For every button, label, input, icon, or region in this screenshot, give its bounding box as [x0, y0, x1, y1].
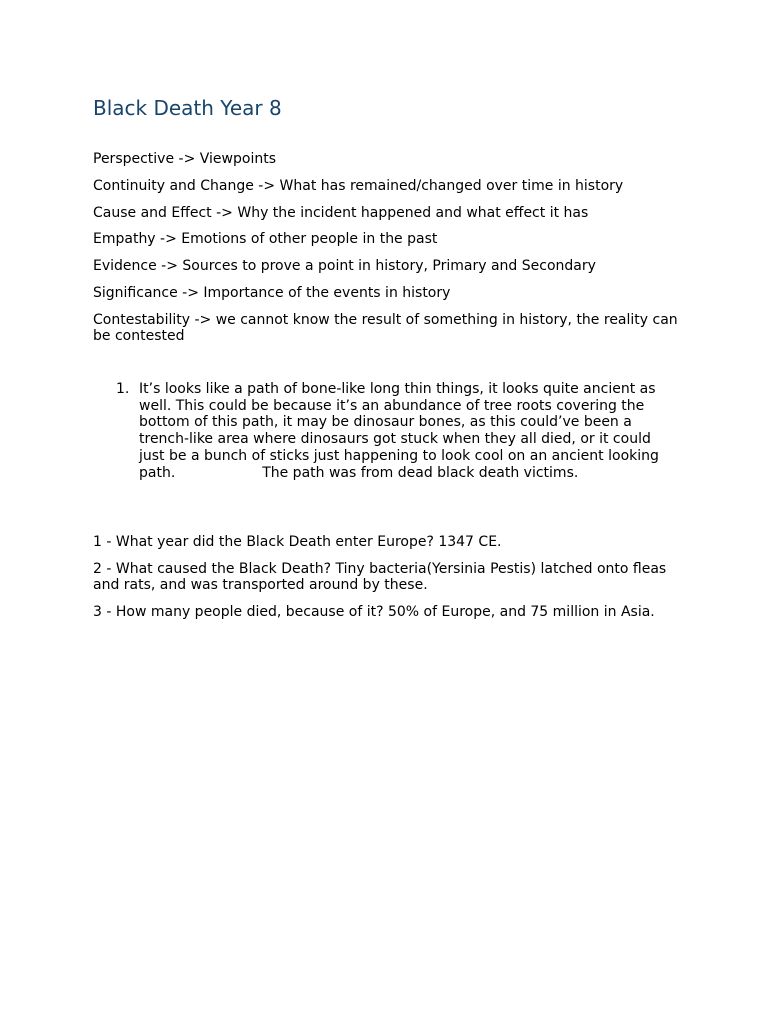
definition-evidence: Evidence -> Sources to prove a point in history, Primary and Secondary — [93, 258, 596, 275]
definition-contestability: Contestability -> we cannot know the result of something in history, the reality can be contested — [93, 311, 678, 345]
list-item-number: 1. — [116, 381, 130, 397]
numbered-list-item — [93, 381, 673, 481]
question-3: 3 - How many people died, because of it? 50% of Europe, and 75 million in Asia. — [93, 604, 655, 621]
list-item-body — [139, 381, 671, 481]
definition-empathy: Empathy -> Emotions of other people in the past — [93, 231, 438, 248]
definitions-list — [93, 151, 683, 355]
definition-perspective: Perspective -> Viewpoints — [93, 151, 276, 167]
list-item-answer: The path was from dead black death victims. — [262, 464, 579, 481]
definition-cause-and-effect: Cause and Effect -> Why the incident happened and what effect it has — [93, 204, 589, 221]
questions-list — [93, 534, 683, 631]
question-1: 1 - What year did the Black Death enter Europe? 1347 CE. — [93, 534, 502, 550]
definition-significance: Significance -> Importance of the events in history — [93, 284, 451, 301]
definition-continuity-and-change: Continuity and Change -> What has remained/changed over time in history — [93, 177, 624, 194]
list-item-description: It’s looks like a path of bone-like long thin things, it looks quite ancient as well. This could be because it’s an abundance of tree roots covering the bottom of this path, it may be dinosaur bones, as this could’ve been a trench-like area where dinosaurs got stuck when they all died, or it could just be a bunch of sticks just happening to look cool on an ancient looking path. — [139, 381, 659, 481]
question-2: 2 - What caused the Black Death? Tiny bacteria(Yersinia Pestis) latched onto fleas and rats, and was transported around by these. — [93, 560, 667, 594]
document-title: Black Death Year 8 — [93, 96, 282, 120]
